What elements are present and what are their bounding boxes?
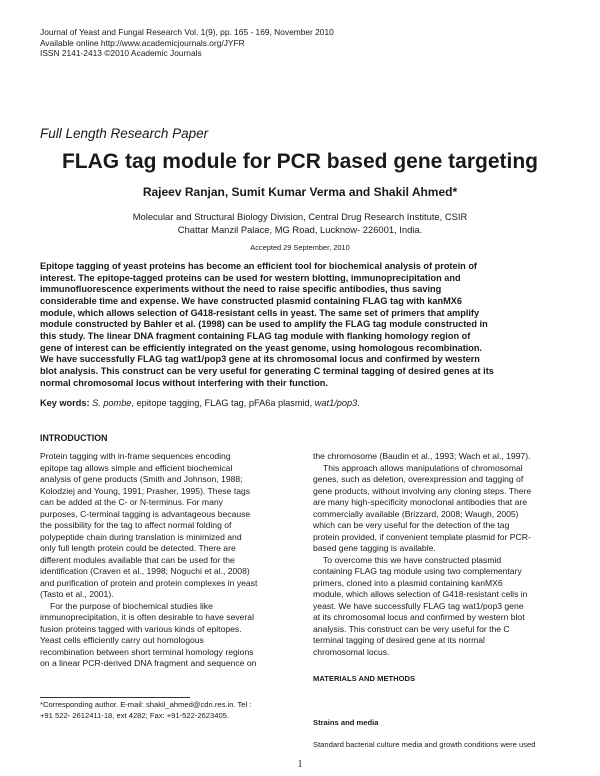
- abstract-line: immunofluorescence experiments without the need to raise specific antibodies, thus saving: [40, 284, 442, 295]
- body-line: immunoprecipitation, it is often desirable to have several: [40, 612, 255, 622]
- footnote-line-2: +91 522- 2612411-18, ext 4282; Fax: +91-522-2623405.: [40, 710, 230, 720]
- body-line: the possibility for the tag to affect normal folding of: [40, 520, 232, 530]
- body-line: yeast. We have successfully FLAG tag wat1/pop3 gene: [313, 600, 524, 611]
- footnote: [40, 700, 251, 721]
- body-line: primers, cloned into a plasmid containing kanMX6: [313, 577, 503, 588]
- affiliation-line-1: Molecular and Structural Biology Division, Central Drug Research Institute, CSIR: [132, 211, 468, 222]
- abstract-line: considerable time and expense. We have constructed plasmid containing FLAG tag with kanMX6: [40, 295, 463, 306]
- body-line: This approach allows manipulations of chromosomal: [323, 462, 523, 473]
- journal-issn: ISSN 2141-2413 ©2010 Academic Journals: [40, 48, 202, 59]
- abstract-line: We have successfully FLAG tag wat1/pop3 gene at its chromosomal locus and confirmed by western: [40, 354, 480, 365]
- body-line: fusion proteins tagged with various kinds of epitopes.: [40, 623, 242, 634]
- keywords-label: Key words:: [40, 398, 90, 408]
- body-line: purposes, C-terminal tagging is advantageous because: [40, 508, 251, 519]
- abstract-line: interest. The epitope-tagged proteins can be used for western blotting, immunoprecipitation and: [40, 272, 461, 283]
- body-line: only full length protein could be detected. There are: [40, 543, 236, 553]
- accepted-date: Accepted 29 September, 2010: [250, 243, 350, 252]
- journal-header: [40, 27, 334, 59]
- body-line: Standard bacterial culture media and growth conditions were used: [313, 740, 536, 749]
- abstract: [40, 261, 560, 389]
- abstract-line: module, which allows selection of G418-resistant cells in yeast. The same set of primers that amplify: [40, 307, 480, 318]
- body-line: commercially available (Brizzard, 2008; Waugh, 2005): [313, 508, 519, 519]
- keywords-end: .: [357, 398, 360, 408]
- abstract-line: this study. The linear DNA fragment containing FLAG tag module with flanking homology region of: [40, 330, 471, 341]
- footnote-divider: [40, 697, 190, 698]
- strains-heading: Strains and media: [313, 718, 379, 727]
- body-line: are many high-specificity monoclonal antibodies that are: [313, 497, 528, 507]
- body-line: chromosomal locus.: [313, 646, 390, 657]
- body-line: Yeast cells efficiently carry out homologous: [40, 635, 204, 645]
- paper-title: FLAG tag module for PCR based gene targeting: [61, 150, 539, 173]
- body-line: identification (Craven et al., 1998; Noguchi et al., 2008): [40, 566, 250, 576]
- body-line: and purification of protein and protein complexes in yeast: [40, 577, 258, 588]
- paper-type: Full Length Research Paper: [40, 126, 209, 141]
- keywords: [40, 398, 360, 408]
- body-line: Kolodziej and Young, 1991; Prasher, 1995). These tags: [40, 485, 251, 496]
- body-line: epitope tag allows simple and efficient biochemical: [40, 462, 233, 473]
- abstract-line: module constructed by Bahler et al. (1998) can be used to amplify the FLAG tag module constructed in: [40, 319, 488, 330]
- body-line: module, which allows selection of G418-resistant cells in: [313, 589, 528, 599]
- body-line: different modules available that can be used for the: [40, 554, 235, 565]
- authors: Rajeev Ranjan, Sumit Kumar Verma and Shakil Ahmed*: [142, 185, 458, 199]
- body-line: Protein tagging with in-frame sequences encoding: [40, 451, 231, 461]
- abstract-line: Epitope tagging of yeast proteins has become an efficient tool for biochemical analysis of protein of: [40, 261, 477, 271]
- body-line: on a linear PCR-derived DNA fragment and sequence on: [40, 658, 257, 668]
- body-line: can be added at the C- or N-terminus. For many: [40, 497, 223, 507]
- body-line: To overcome this we have constructed plasmid: [323, 554, 502, 565]
- body-line: at its chromosomal locus and confirmed by western blot: [313, 612, 525, 622]
- body-line: protein provided, if convenient template plasmid for PCR-: [313, 531, 531, 542]
- body-line: polypeptide chain during translation is minimized and: [40, 531, 242, 542]
- methods-heading: MATERIALS AND METHODS: [313, 674, 416, 683]
- keywords-middle: , epitope tagging, FLAG tag, pFA6a plasmid,: [131, 398, 315, 408]
- body-line: which can be very useful for the detection of the tag: [313, 520, 510, 530]
- footnote-line-1: *Corresponding author. E-mail: shakil_ahmed@cdri.res.in. Tel :: [40, 700, 252, 709]
- affiliation: [0, 211, 600, 236]
- body-line: analysis. This construct can be very useful for the C: [313, 623, 510, 634]
- keyword-gene: wat1/pop3: [314, 398, 358, 408]
- body-line: terminal tagging of desired gene at its normal: [313, 635, 485, 645]
- keyword-species: S. pombe: [92, 398, 132, 408]
- journal-online-link[interactable]: Available online http://www.academicjournals.org/JYFR: [40, 37, 245, 48]
- abstract-line: normal chromosomal locus without interfering with their function.: [40, 377, 328, 388]
- body-line: the chromosome (Baudin et al., 1993; Wach et al., 1997).: [313, 451, 531, 461]
- body-line: gene products, without involving any cloning steps. There: [313, 485, 532, 496]
- affiliation-line-2: Chattar Manzil Palace, MG Road, Lucknow- 226001, India.: [177, 223, 423, 235]
- body-line: based gene tagging is available.: [313, 543, 436, 553]
- body-line: recombination between short terminal homology regions: [40, 646, 254, 657]
- page-number: 1: [297, 759, 303, 770]
- body-line: containing FLAG tag module using two complementary: [313, 566, 522, 576]
- body-line: genes, such as deletion, overexpression and tagging of: [313, 474, 524, 484]
- body-line: For the purpose of biochemical studies like: [50, 600, 213, 611]
- right-column: [313, 451, 563, 658]
- introduction-heading: INTRODUCTION: [40, 433, 108, 443]
- abstract-line: blot analysis. This construct can be very useful for generating C terminal tagging of desired genes at its: [40, 365, 494, 376]
- abstract-line: gene of interest can be efficiently integrated on the yeast genome, using homologous recombination.: [40, 342, 483, 353]
- body-line: (Tasto et al., 2001).: [40, 589, 114, 599]
- left-column: [40, 451, 295, 670]
- journal-citation: Journal of Yeast and Fungal Research Vol. 1(9), pp. 165 - 169, November 2010: [40, 27, 334, 37]
- body-line: analysis of gene products (Smith and Johnson, 1988;: [40, 474, 243, 484]
